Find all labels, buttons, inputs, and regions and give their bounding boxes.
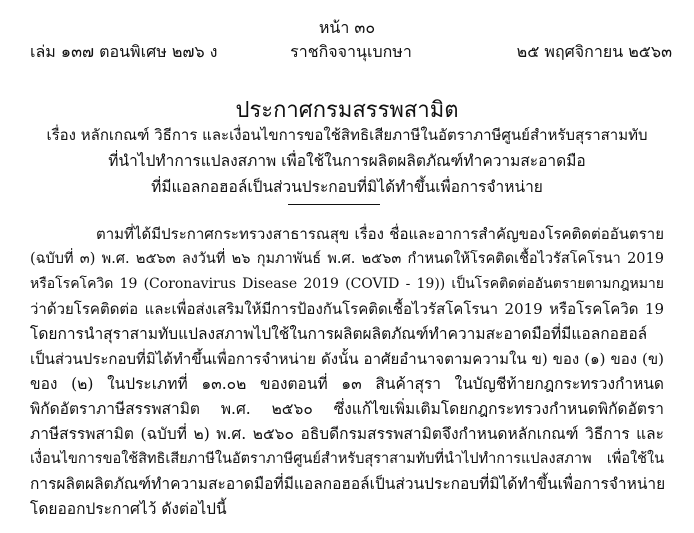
body-line: โดยออกประกาศไว้ ดังต่อไปนี้ [30, 500, 227, 518]
body-line: ภาษีสรรพสามิต (ฉบับที่ ๒) พ.ศ. ๒๕๖๐ อธิบดีกรมสรรพสามิตจึงกำหนดหลักเกณฑ์ วิธีการ และ [30, 425, 664, 443]
publication-name: ราชกิจจานุเบกษา [290, 42, 412, 61]
body-line: ของ (๒) ในประเภทที่ ๑๓.๐๒ ของตอนที่ ๑๓ สินค้าสุรา ในบัญชีท้ายกฎกระทรวงกำหนด [30, 375, 664, 393]
body-line: เงื่อนไขการขอใช้สิทธิเสียภาษีในอัตราภาษีศูนย์สำหรับสุราสามทับที่นำไปทำการแปลงสภาพ เพื่อใช้ใน [30, 451, 664, 467]
subject-line: เรื่อง หลักเกณฑ์ วิธีการ และเงื่อนไขการขอใช้สิทธิเสียภาษีในอัตราภาษีศูนย์สำหรับสุราสามทับ [46, 126, 648, 144]
body-line: พิกัดอัตราภาษีสรรพสามิต พ.ศ. ๒๕๖๐ ซึ่งแก้ไขเพิ่มเติมโดยกฎกระทรวงกำหนดพิกัดอัตรา [30, 400, 664, 418]
title-divider [288, 204, 380, 205]
announcement-subject [40, 122, 654, 200]
body-line: หรือโรคโควิด 19 (Coronavirus Disease 2019 (COVID - 19)) เป็นโรคติดต่ออันตรายตามกฎหมาย [30, 276, 664, 292]
body-paragraph [30, 222, 664, 522]
announcement-title: ประกาศกรมสรรพสามิต [235, 98, 459, 123]
body-line: การผลิตผลิตภัณฑ์ทำความสะอาดมือที่มีแอลกอฮอล์เป็นส่วนประกอบที่มิได้ทำขึ้นเพื่อการจำหน่าย [30, 475, 666, 493]
page-number: หน้า ๓๐ [318, 18, 376, 37]
subject-line: ที่มีแอลกอฮอล์เป็นส่วนประกอบที่มิได้ทำขึ้นเพื่อการจำหน่าย [151, 178, 543, 196]
gazette-header [30, 40, 672, 62]
body-line: เป็นส่วนประกอบที่มิได้ทำขึ้นเพื่อการจำหน่าย ดังนั้น อาศัยอำนาจตามความใน ข) ของ (๑) ของ (ข) [30, 350, 664, 368]
body-line: โดยการนำสุราสามทับแปลงสภาพไปใช้ในการผลิตผลิตภัณฑ์ทำความสะอาดมือที่มีแอลกอฮอล์ [30, 325, 648, 343]
body-line: ว่าด้วยโรคติดต่อ และเพื่อส่งเสริมให้มีการป้องกันโรคติดเชื้อไวรัสโคโรนา 2019 หรือโรคโควิด 19 [30, 300, 664, 318]
volume-label: เล่ม ๑๓๗ ตอนพิเศษ ๒๗๖ ง [30, 42, 218, 61]
subject-line: ที่นำไปทำการแปลงสภาพ เพื่อใช้ในการผลิตผลิตภัณฑ์ทำความสะอาดมือ [108, 152, 586, 170]
body-line: (ฉบับที่ ๓) พ.ศ. ๒๕๖๓ ลงวันที่ ๒๖ กุมภาพันธ์ พ.ศ. ๒๕๖๓ กำหนดให้โรคติดเชื้อไวรัสโคโรนา 2019 [30, 251, 664, 267]
publication-date: ๒๕ พฤศจิกายน ๒๕๖๓ [516, 42, 672, 61]
body-line: ตามที่ได้มีประกาศกระทรวงสาธารณสุข เรื่อง ชื่อและอาการสำคัญของโรคติดต่ออันตราย [96, 225, 664, 243]
